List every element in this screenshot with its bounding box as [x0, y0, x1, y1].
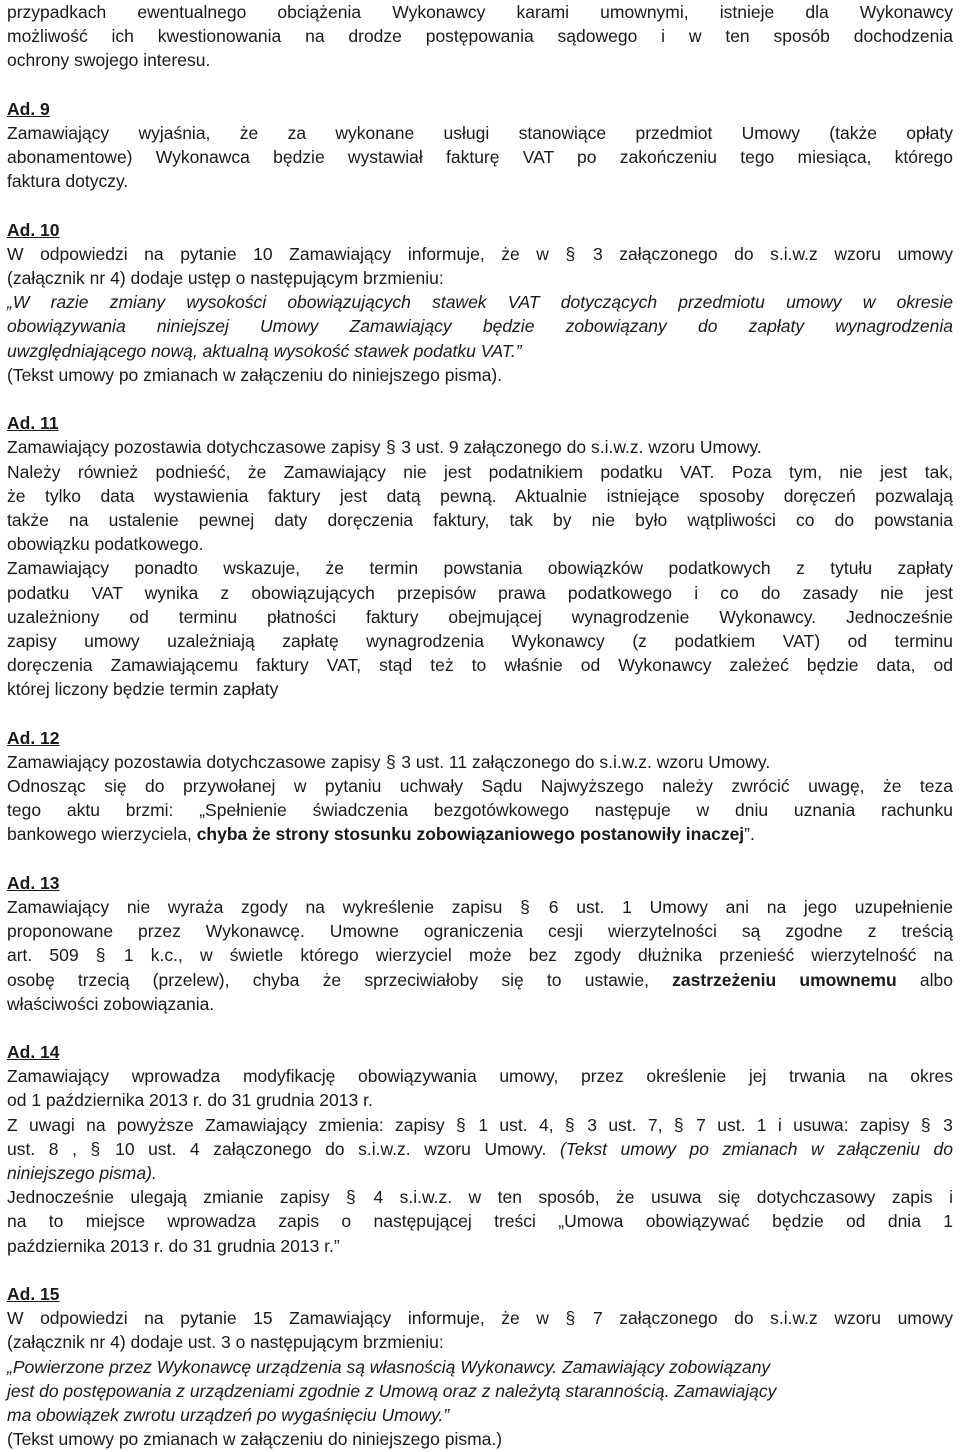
paragraph-line: Zamawiający pozostawia dotychczasowe zapisy § 3 ust. 11 załączonego do s.i.w.z. wzoru Umowy. [7, 750, 953, 774]
quoted-line: „W razie zmiany wysokości obowiązujących stawek VAT dotyczących przedmiotu umowy w okresie [7, 292, 953, 313]
paragraph-line: Zamawiający wyjaśnia, że za wykonane usługi stanowiące przedmiot Umowy (także opłaty [7, 122, 953, 143]
section-sign: § [95, 945, 106, 966]
paragraph-line: także na ustalenie pewnej daty doręczenia faktury, tak by nie było wątpliwości co do powstania [7, 509, 953, 530]
paragraph-line: października 2013 r. do 31 grudnia 2013 r.” [7, 1235, 340, 1256]
section-sign: § [565, 243, 576, 264]
paragraph-line: podatku VAT wynika z obowiązujących przepisów prawa podatkowego i co do zasady nie jest [7, 582, 953, 603]
quoted-line: ma obowiązek zwrotu urządzeń po wygaśnięciu Umowy.” [7, 1404, 450, 1425]
section-heading-ad12: Ad. 12 [7, 727, 60, 748]
paragraph-line: faktura dotyczy. [7, 171, 129, 192]
paragraph-line: zapisy umowy uzależniają zapłatę wynagrodzenia Wykonawcy (z podatkiem VAT) od terminu [7, 630, 953, 651]
section-heading-ad14: Ad. 14 [7, 1042, 60, 1063]
paragraph-line: doręczenia Zamawiającemu faktury VAT, stąd też to właśnie od Wykonawcy zależeć będzie data, od [7, 655, 953, 676]
paragraph-line: przypadkach ewentualnego obciążenia Wykonawcy karami umownymi, istnieje dla Wykonawcy [7, 2, 953, 22]
paragraph-line: od 1 października 2013 r. do 31 grudnia 2013 r. [7, 1090, 373, 1111]
paragraph-line: Należy również podnieść, że Zamawiający nie jest podatnikiem podatku VAT. Poza tym, nie jest tak, [7, 461, 953, 482]
section-heading-ad10: Ad. 10 [7, 219, 60, 240]
paragraph-line: Z uwagi na powyższe Zamawiający zmienia: zapisy § 1 ust. 4, § 3 ust. 7, § 7 ust. 1 i usuwa: zapisy § 3 [7, 1114, 953, 1135]
paragraph-line: której liczony będzie termin zapłaty [7, 679, 279, 700]
paragraph-line: na to miejsce wprowadza zapis o następującej treści „Umowa obowiązywać będzie od dnia 1 [7, 1211, 953, 1232]
paragraph-line: niniejszego pisma). [7, 1163, 157, 1183]
quoted-line: jest do postępowania z urządzeniami zgodnie z Umową oraz z należytą starannością. Zamawiający [7, 1380, 777, 1401]
paragraph-line: obowiązku podatkowego. [7, 534, 204, 555]
bold-phrase: chyba że strony stosunku zobowiązaniowego postanowiły inaczej [196, 824, 745, 845]
paragraph-line: Zamawiający nie wyraża zgody na wykreślenie zapisu § 6 ust. 1 Umowy ani na jego uzupełnienie [7, 895, 953, 919]
section-sign: § [520, 896, 530, 917]
note-line: (Tekst umowy po zmianach w załączeniu do niniejszego pisma.) [7, 1429, 503, 1450]
paragraph-line: możliwość ich kwestionowania na drodze postępowania sądowego i w ten sposób dochodzenia [7, 26, 953, 47]
section-sign: § [386, 751, 396, 772]
paragraph-line: Zamawiający ponadto wskazuje, że termin powstania obowiązków podatkowych z tytułu zapłaty [7, 558, 953, 579]
paragraph-line: że tylko data wystawienia faktury jest datą pewną. Aktualnie istniejące sposoby doręczeń pozwalają [7, 485, 953, 506]
paragraph-line: W odpowiedzi na pytanie 15 Zamawiający informuje, że w § 7 załączonego do s.i.w.z wzoru umowy [7, 1306, 953, 1330]
paragraph-line: (załącznik nr 4) dodaje ust. 3 o następującym brzmieniu: [7, 1332, 444, 1353]
section-sign: § [565, 1308, 576, 1329]
paragraph-line: ust. 8 , § 10 ust. 4 załączonego do s.i.w.z. wzoru Umowy. (Tekst umowy po zmianach w załączeniu do [7, 1138, 953, 1159]
quoted-line: obowiązywania niniejszej Umowy Zamawiający będzie zobowiązany do zapłaty wynagrodzenia [7, 316, 953, 337]
paragraph-line: (załącznik nr 4) dodaje ustęp o następującym brzmieniu: [7, 268, 444, 289]
paragraph-line: Odnosząc się do przywołanej w pytaniu uchwały Sądu Najwyższego należy zwrócić uwagę, że teza [7, 776, 953, 796]
paragraph-line: uzależniony od terminu płatności faktury obejmującej wynagrodzenie Wykonawcy. Jednocześnie [7, 606, 953, 627]
paragraph-line: ochrony swojego interesu. [7, 50, 211, 71]
quoted-line: uwzględniającego nową, aktualną wysokość stawek podatku VAT.” [7, 340, 522, 361]
bold-phrase: zastrzeżeniu umownemu [672, 969, 897, 990]
paragraph-line: Zamawiający wprowadza modyfikację obowiązywania umowy, przez określenie jej trwania na okres [7, 1066, 953, 1087]
paragraph-line: tego aktu brzmi: „Spełnienie świadczenia bezgotówkowego następuje w dniu uznania rachunku [7, 800, 953, 821]
section-heading-ad9: Ad. 9 [7, 98, 50, 119]
section-heading-ad11: Ad. 11 [7, 413, 59, 434]
paragraph-line: Jednocześnie ulegają zmianie zapisy § 4 s.i.w.z. w ten sposób, że usuwa się dotychczasowy zapis i [7, 1187, 953, 1208]
section-heading-ad13: Ad. 13 [7, 872, 60, 893]
paragraph-line: proponowane przez Wykonawcę. Umowne ograniczenia cesji wierzytelności są zgodne z treścią [7, 921, 953, 942]
note-line: (Tekst umowy po zmianach w załączeniu do niniejszego pisma). [7, 364, 503, 385]
paragraph-line: właściwości zobowiązania. [7, 993, 215, 1014]
paragraph-line: osobę trzecią (przelew), chyba że sprzeciwiałoby się to ustawie, zastrzeżeniu umownemu albo [7, 969, 953, 990]
paragraph-line: art. 509 § 1 k.c., w świetle którego wierzyciel może bez zgody dłużnika przenieść wierzytelność na [7, 943, 953, 967]
paragraph-line: Zamawiający pozostawia dotychczasowe zapisy § 3 ust. 9 załączonego do s.i.w.z. wzoru Umowy. [7, 435, 953, 459]
paragraph-line: abonamentowe) Wykonawca będzie wystawiał fakturę VAT po zakończeniu tego miesiąca, którego [7, 147, 953, 168]
paragraph-line: W odpowiedzi na pytanie 10 Zamawiający informuje, że w § 3 załączonego do s.i.w.z wzoru umowy [7, 242, 953, 266]
quoted-line: „Powierzone przez Wykonawcę urządzenia są własnością Wykonawcy. Zamawiający zobowiązany [7, 1356, 771, 1377]
section-heading-ad15: Ad. 15 [7, 1283, 60, 1304]
section-sign: § [386, 437, 396, 458]
paragraph-line: bankowego wierzyciela, chyba że strony stosunku zobowiązaniowego postanowiły inaczej”. [7, 824, 755, 845]
